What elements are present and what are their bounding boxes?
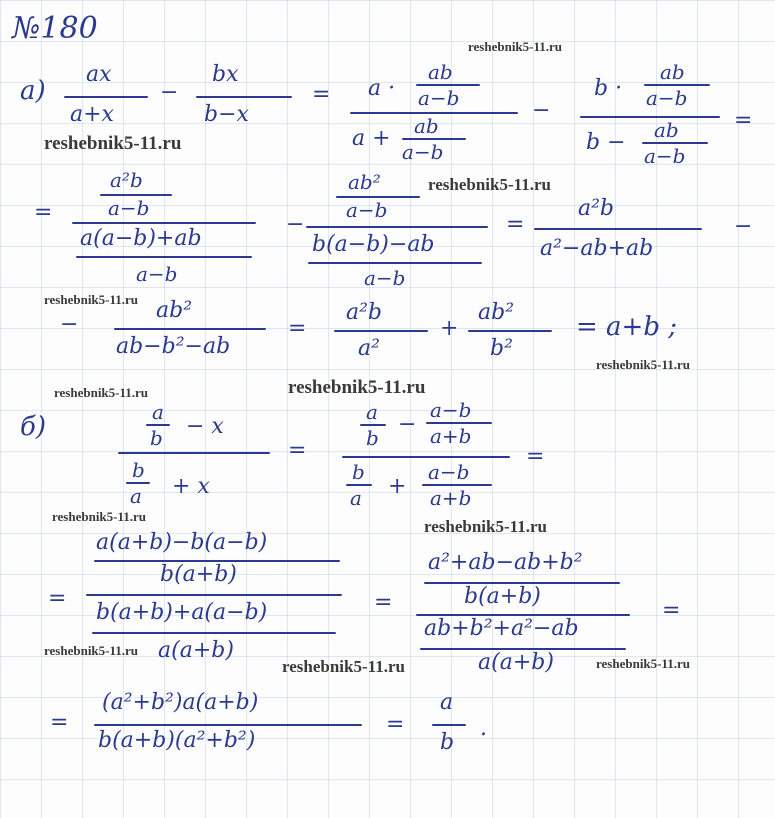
fraction-numerator: b · (594, 76, 623, 101)
fraction-denominator: b(a+b)(a²+b²) (98, 728, 256, 753)
problem-number: №180 (12, 11, 98, 46)
watermark: reshebnik5-11.ru (44, 292, 139, 307)
fraction-numerator: a(a+b)−b(a−b) (96, 530, 268, 555)
operator: + (388, 474, 407, 499)
equals-sign: = (288, 316, 307, 341)
fraction-bar (308, 262, 482, 264)
equals-sign: = (312, 82, 331, 107)
fraction-numerator: b(a−b)−ab (312, 232, 435, 257)
main-fraction-bar (306, 226, 488, 228)
main-fraction-bar (72, 222, 256, 224)
equals-sign: = (526, 444, 545, 469)
fraction-numerator: a²b (346, 300, 383, 325)
fraction-denominator: a−b (346, 198, 388, 222)
equals-sign: = (506, 212, 525, 237)
fraction-numerator: bx (212, 62, 239, 87)
watermark: reshebnik5-11.ru (468, 39, 563, 54)
equals-sign: = (50, 710, 69, 735)
equals-sign: = (374, 590, 393, 615)
fraction-denominator: a−b (108, 196, 150, 220)
operator: + (440, 316, 459, 341)
fraction-denominator: a−b (136, 262, 178, 286)
fraction-denominator: a(a+b) (158, 638, 234, 663)
fraction-denominator: b(a+b) (464, 584, 541, 609)
fraction-numerator: ab² (348, 170, 381, 194)
fraction-numerator: a (366, 400, 378, 424)
fraction-bar (334, 330, 428, 332)
fraction-denominator: a + (352, 126, 391, 151)
fraction-denominator: ab−b²−ab (116, 334, 231, 359)
fraction-numerator: a (152, 400, 164, 424)
equals-sign: = (34, 200, 53, 225)
fraction-numerator: a−b (428, 460, 470, 484)
fraction-numerator: a²b (110, 168, 143, 192)
fraction-denominator: b (366, 426, 379, 450)
operator: − (532, 98, 551, 123)
fraction-numerator: a(a−b)+ab (80, 226, 202, 251)
fraction-denominator: a−b (364, 266, 406, 290)
fraction-numerator: ab² (478, 300, 515, 325)
fraction-denominator: b (440, 730, 455, 755)
equals-sign: = (48, 586, 67, 611)
fraction-numerator: ax (86, 62, 112, 87)
result: = a+b ; (576, 312, 678, 342)
fraction-numerator: b (352, 460, 365, 484)
fraction-denominator: b(a+b) (160, 562, 237, 587)
operator: − (398, 412, 417, 437)
fraction-numerator: (a²+b²)a(a+b) (102, 690, 259, 715)
fraction-bar (76, 256, 252, 258)
main-fraction-bar (580, 116, 720, 118)
fraction-numerator: a²b (578, 196, 615, 221)
fraction-bar (94, 724, 362, 726)
fraction-numerator: ab (428, 60, 453, 84)
fraction-numerator: a (440, 690, 454, 715)
fraction-denominator: a+b (430, 486, 472, 510)
main-fraction-bar (342, 456, 510, 458)
watermark: reshebnik5-11.ru (596, 357, 691, 372)
fraction-numerator: − x (186, 414, 224, 439)
fraction-bar (92, 632, 336, 634)
main-fraction-bar (86, 594, 342, 596)
fraction-bar (534, 228, 702, 230)
equals-sign: = (386, 712, 405, 737)
fraction-denominator: a−b (402, 140, 444, 164)
watermark: reshebnik5-11.ru (44, 133, 182, 154)
fraction-denominator: b (150, 426, 163, 450)
watermark: reshebnik5-11.ru (44, 643, 139, 658)
part-b-label: б) (20, 412, 47, 442)
fraction-numerator: ab (414, 114, 439, 138)
fraction-numerator: b(a+b)+a(a−b) (96, 600, 268, 625)
watermark: reshebnik5-11.ru (596, 656, 691, 671)
fraction-bar (114, 328, 266, 330)
fraction-numerator: b (132, 458, 145, 482)
fraction-denominator: b − (586, 130, 626, 155)
watermark: reshebnik5-11.ru (54, 385, 149, 400)
fraction-denominator: a+b (430, 424, 472, 448)
fraction-numerator: ab (654, 118, 679, 142)
watermark: reshebnik5-11.ru (282, 657, 405, 676)
fraction-bar (432, 724, 466, 726)
part-a-label: а) (20, 76, 46, 106)
fraction-numerator: ab+b²+a²−ab (424, 616, 579, 641)
fraction-bar (468, 330, 552, 332)
fraction-bar (196, 96, 292, 98)
fraction-denominator: a²−ab+ab (540, 236, 654, 261)
fraction-denominator: a−b (644, 144, 686, 168)
fraction-denominator: b−x (204, 102, 249, 127)
fraction-numerator: ab (660, 60, 685, 84)
main-fraction-bar (118, 452, 270, 454)
fraction-denominator: a² (358, 336, 380, 361)
fraction-denominator: b² (490, 336, 513, 361)
fraction-denominator: a (350, 486, 362, 510)
equals-sign: = (662, 598, 681, 623)
fraction-numerator: a²+ab−ab+b² (428, 550, 583, 575)
watermark: reshebnik5-11.ru (424, 517, 547, 536)
fraction-denominator: a+x (70, 102, 114, 127)
operator: − (286, 212, 305, 237)
fraction-denominator: a (130, 484, 142, 508)
equals-sign: = (288, 438, 307, 463)
fraction-denominator: a−b (418, 86, 460, 110)
fraction-numerator: a−b (430, 398, 472, 422)
operator: − (60, 312, 79, 337)
fraction-numerator: ab² (156, 298, 193, 323)
watermark: reshebnik5-11.ru (52, 509, 147, 524)
watermark: reshebnik5-11.ru (288, 377, 426, 398)
equals-sign: = (734, 108, 753, 133)
fraction-denominator: + x (172, 474, 210, 499)
watermark: reshebnik5-11.ru (428, 175, 551, 194)
operator: − (734, 214, 753, 239)
operator: − (160, 80, 179, 105)
fraction-denominator: a−b (646, 86, 688, 110)
fraction-bar (64, 96, 148, 98)
period: . (480, 716, 487, 741)
fraction-denominator: a(a+b) (478, 650, 554, 675)
fraction-numerator: a · (368, 76, 396, 101)
